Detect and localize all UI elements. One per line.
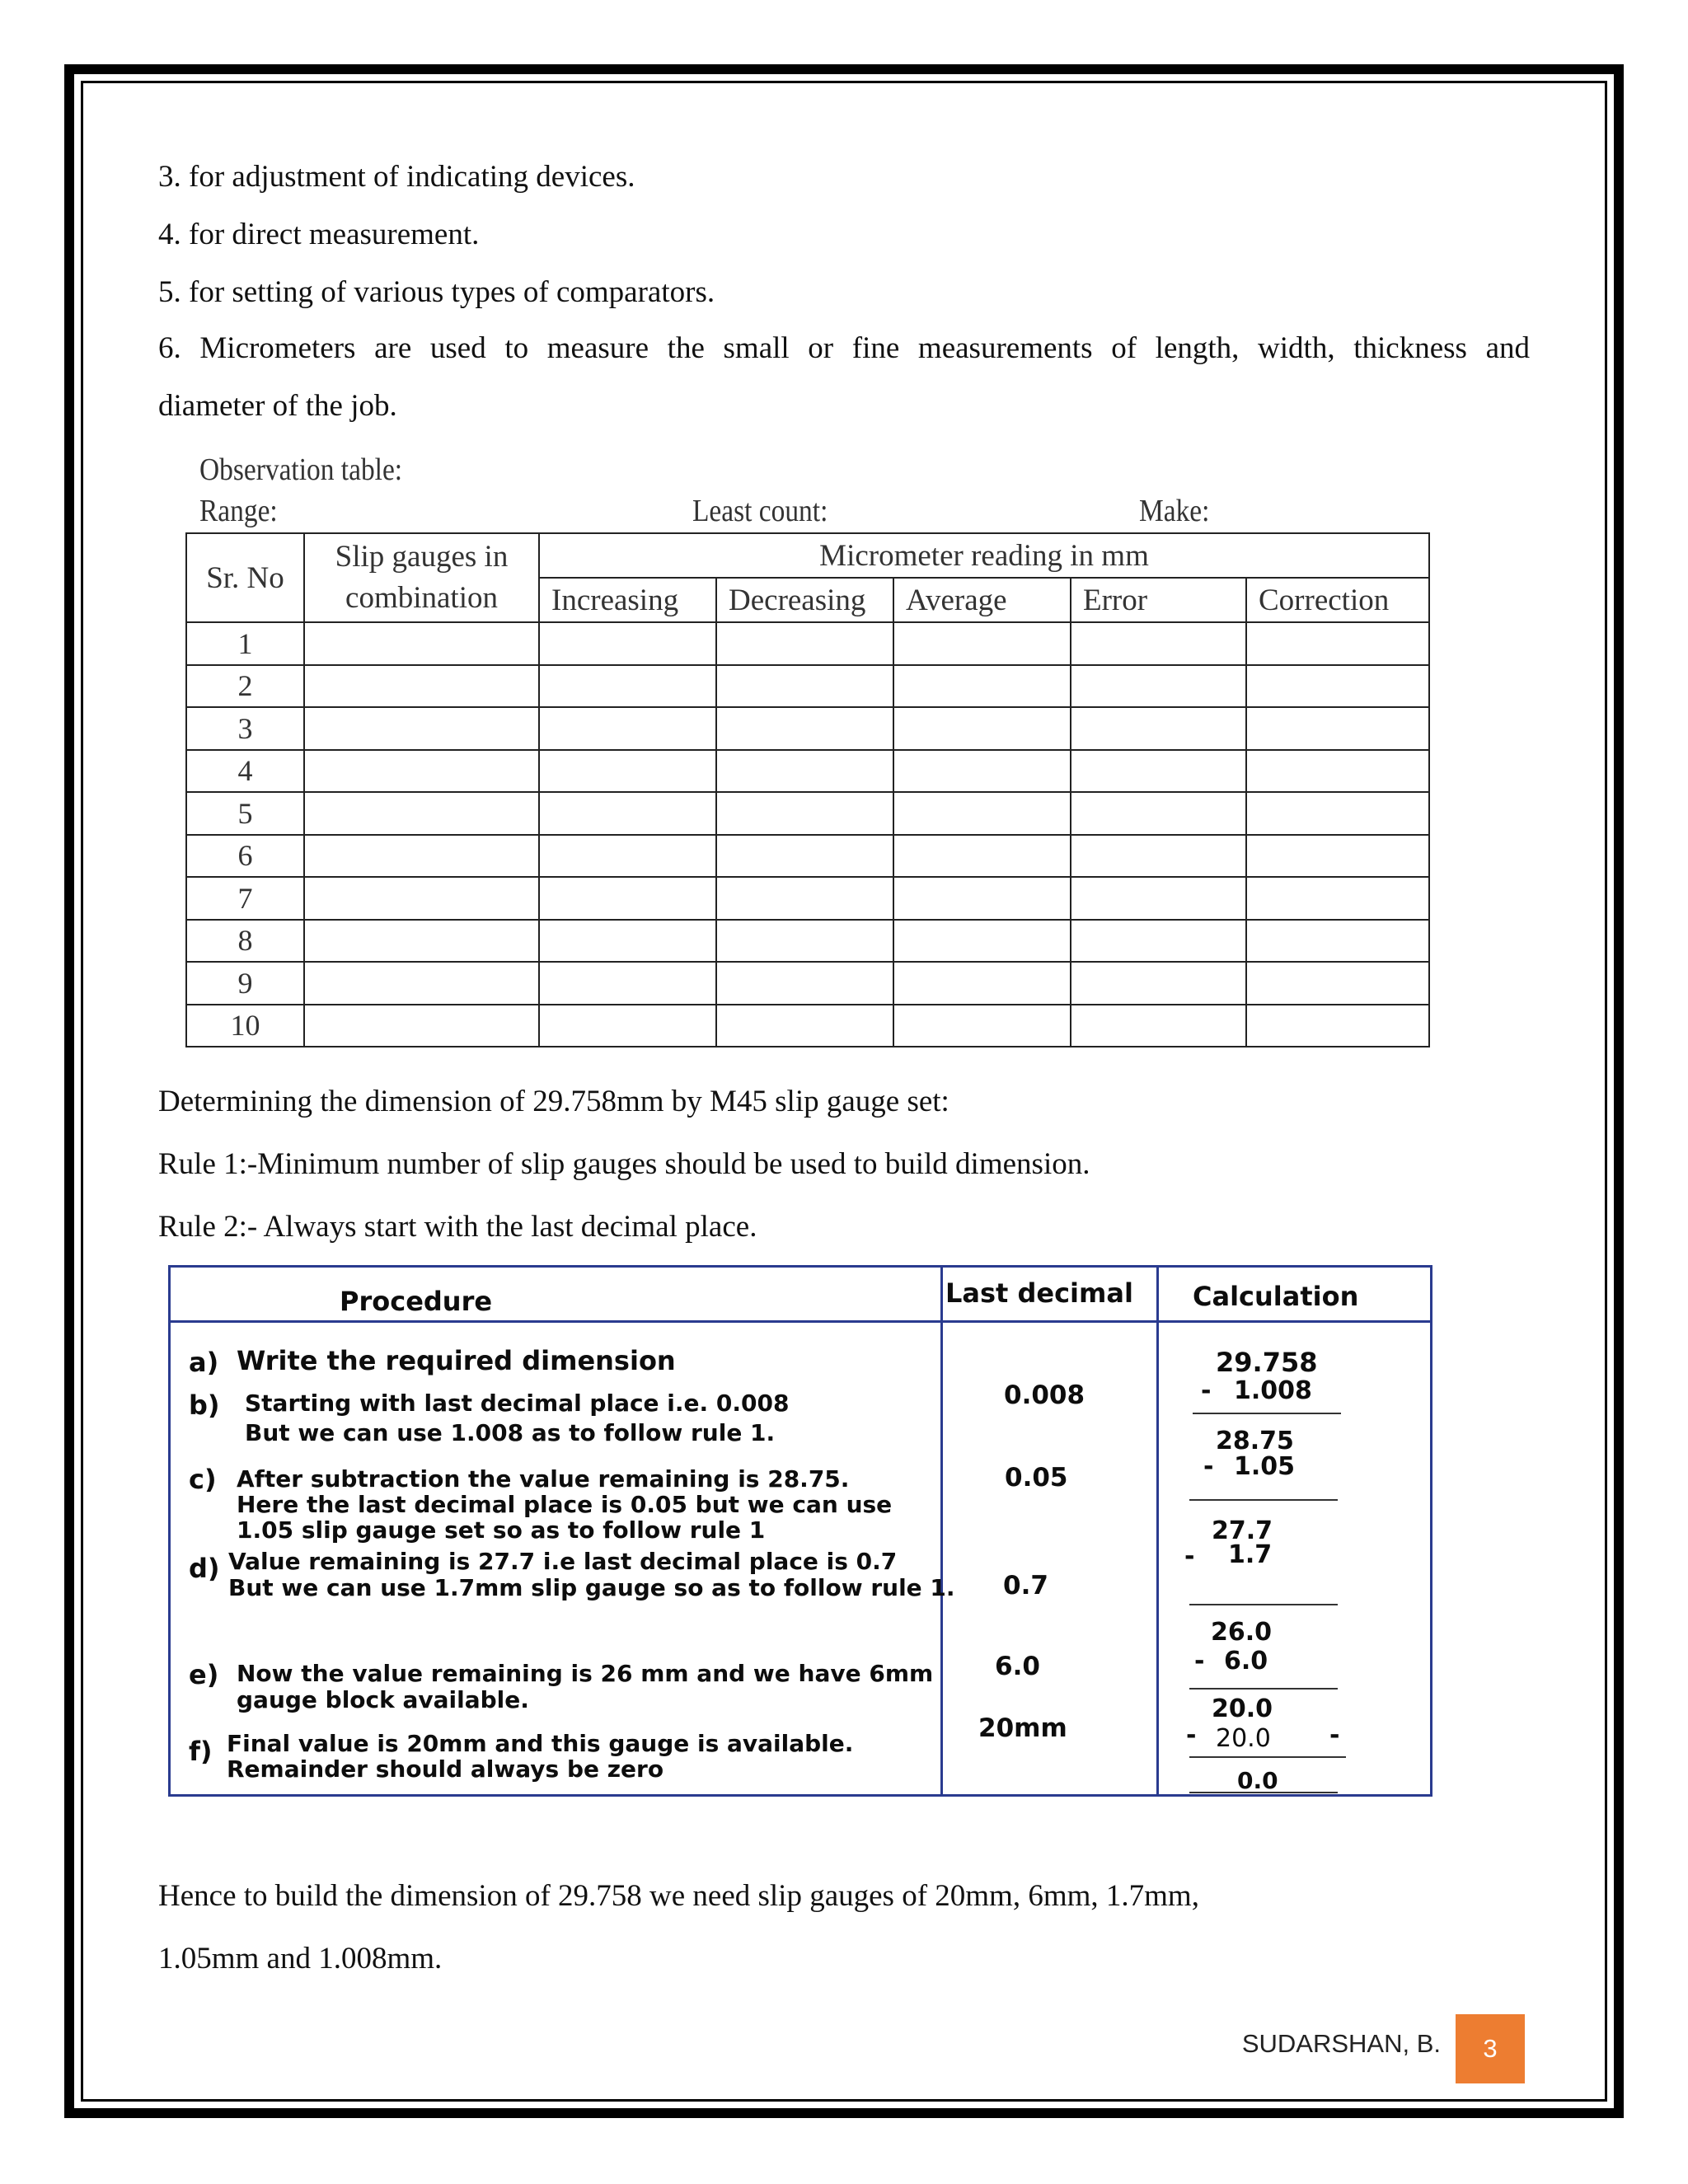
- table-row: [186, 665, 1429, 708]
- step-f-letter: f): [189, 1736, 213, 1767]
- calc-minus-4: -: [1194, 1647, 1205, 1675]
- conclusion-line1: Hence to build the dimension of 29.758 we need slip gauges of 20mm, 6mm, 1.7mm,: [158, 1879, 1199, 1913]
- calc-subtract-3: 1.7: [1228, 1540, 1273, 1569]
- srno-cell: 3: [186, 707, 304, 750]
- header-srno: Sr. No: [186, 533, 304, 622]
- observation-title: Observation table:: [199, 452, 403, 487]
- rule-2: Rule 2:- Always start with the last decimal place.: [158, 1210, 757, 1244]
- procedure-header-rule: [171, 1320, 1430, 1323]
- observation-table: [185, 532, 1430, 1047]
- step-e-line2: gauge block available.: [237, 1686, 529, 1713]
- step-d-line2: But we can use 1.7mm slip gauge so as to follow rule 1.: [228, 1574, 955, 1601]
- table-row: [186, 920, 1429, 963]
- procedure-table: [168, 1265, 1432, 1797]
- last-decimal-4: 20mm: [978, 1713, 1067, 1743]
- step-c-letter: c): [189, 1464, 217, 1495]
- calc-value-3: 27.7: [1212, 1516, 1273, 1545]
- calc-minus-1: -: [1201, 1376, 1212, 1405]
- step-f-line2: Remainder should always be zero: [227, 1755, 664, 1783]
- step-c-line3: 1.05 slip gauge set so as to follow rule 1: [237, 1516, 766, 1544]
- calc-rule-1: [1193, 1413, 1341, 1414]
- header-slip-gauges: [304, 533, 539, 622]
- step-b-line1: Starting with last decimal place i.e. 0.008: [245, 1390, 790, 1417]
- header-micrometer-reading: Micrometer reading in mm: [539, 533, 1429, 578]
- calc-minus-5b: -: [1329, 1721, 1340, 1750]
- conclusion-line2: 1.05mm and 1.008mm.: [158, 1942, 443, 1975]
- calc-rule-4: [1189, 1688, 1338, 1690]
- least-count-label: Least count:: [692, 494, 828, 528]
- header-increasing: Increasing: [539, 578, 716, 622]
- calc-value-2: 28.75: [1216, 1427, 1294, 1455]
- table-row: [186, 707, 1429, 750]
- step-b-letter: b): [189, 1390, 220, 1421]
- range-label: Range:: [199, 494, 278, 528]
- calc-subtract-5: 20.0: [1216, 1724, 1271, 1753]
- procedure-divider-2: [1156, 1268, 1159, 1794]
- calc-rule-6: [1189, 1792, 1338, 1793]
- page-number-badge: 3: [1456, 2014, 1525, 2083]
- header-error: Error: [1071, 578, 1246, 622]
- list-item-6-line2: diameter of the job.: [158, 389, 397, 423]
- make-label: Make:: [1139, 494, 1210, 528]
- determining-heading: Determining the dimension of 29.758mm by M45 slip gauge set:: [158, 1085, 950, 1118]
- step-f-line1: Final value is 20mm and this gauge is available.: [227, 1730, 854, 1757]
- list-item-4: 4. for direct measurement.: [158, 218, 480, 251]
- footer-author: SUDARSHAN, B.: [1241, 2029, 1441, 2058]
- calc-minus-2: -: [1203, 1452, 1214, 1481]
- table-row: [186, 792, 1429, 835]
- calc-value-1: 29.758: [1216, 1347, 1318, 1378]
- header-decreasing: Decreasing: [716, 578, 893, 622]
- srno-cell: 9: [186, 962, 304, 1005]
- calc-minus-5: -: [1186, 1721, 1197, 1750]
- step-a-text: Write the required dimension: [237, 1345, 676, 1376]
- srno-cell: 10: [186, 1005, 304, 1047]
- last-decimal-1: 0.05: [1005, 1463, 1068, 1493]
- list-item-3: 3. for adjustment of indicating devices.: [158, 160, 635, 194]
- header-calculation: Calculation: [1193, 1281, 1359, 1312]
- srno-cell: 6: [186, 835, 304, 878]
- calc-rule-3: [1189, 1604, 1338, 1605]
- header-slip-line2: combination: [345, 581, 498, 615]
- calc-value-5: 20.0: [1212, 1694, 1273, 1723]
- calc-subtract-1: 1.008: [1234, 1376, 1312, 1405]
- table-row: [186, 750, 1429, 793]
- table-row: [186, 1005, 1429, 1047]
- step-c-line2: Here the last decimal place is 0.05 but we can use: [237, 1491, 893, 1518]
- last-decimal-0: 0.008: [1004, 1380, 1085, 1410]
- table-row: [186, 877, 1429, 920]
- step-d-letter: d): [189, 1553, 220, 1584]
- srno-cell: 8: [186, 920, 304, 963]
- step-a-letter: a): [189, 1347, 219, 1378]
- header-last-decimal: Last decimal: [945, 1277, 1133, 1309]
- srno-cell: 1: [186, 622, 304, 665]
- list-item-5: 5. for setting of various types of comparators.: [158, 275, 715, 309]
- last-decimal-3: 6.0: [995, 1652, 1040, 1681]
- step-e-letter: e): [189, 1659, 219, 1690]
- step-d-line1: Value remaining is 27.7 i.e last decimal place is 0.7: [228, 1548, 898, 1575]
- calc-result: 0.0: [1237, 1767, 1278, 1794]
- last-decimal-2: 0.7: [1003, 1571, 1048, 1601]
- table-row: [186, 622, 1429, 665]
- srno-cell: 2: [186, 665, 304, 708]
- list-item-6-line1: 6. Micrometers are used to measure the small or fine measurements of length, width, thickness and: [158, 331, 1530, 365]
- calc-minus-3: -: [1184, 1542, 1195, 1571]
- table-row: [186, 835, 1429, 878]
- step-c-line1: After subtraction the value remaining is 28.75.: [237, 1465, 850, 1493]
- calc-rule-5: [1189, 1756, 1346, 1758]
- srno-cell: 4: [186, 750, 304, 793]
- step-e-line1: Now the value remaining is 26 mm and we have 6mm: [237, 1660, 934, 1687]
- header-correction: Correction: [1246, 578, 1429, 622]
- procedure-divider-1: [940, 1268, 943, 1794]
- header-slip-line1: Slip gauges in: [335, 540, 509, 574]
- srno-cell: 5: [186, 792, 304, 835]
- header-average: Average: [893, 578, 1071, 622]
- rule-1: Rule 1:-Minimum number of slip gauges should be used to build dimension.: [158, 1147, 1090, 1181]
- srno-cell: 7: [186, 877, 304, 920]
- calc-rule-2: [1189, 1499, 1338, 1501]
- calc-value-4: 26.0: [1211, 1618, 1273, 1647]
- calc-subtract-4: 6.0: [1224, 1647, 1268, 1675]
- table-row: [186, 962, 1429, 1005]
- step-b-line2: But we can use 1.008 as to follow rule 1.: [245, 1419, 776, 1446]
- header-procedure: Procedure: [340, 1286, 493, 1317]
- calc-subtract-2: 1.05: [1234, 1452, 1296, 1481]
